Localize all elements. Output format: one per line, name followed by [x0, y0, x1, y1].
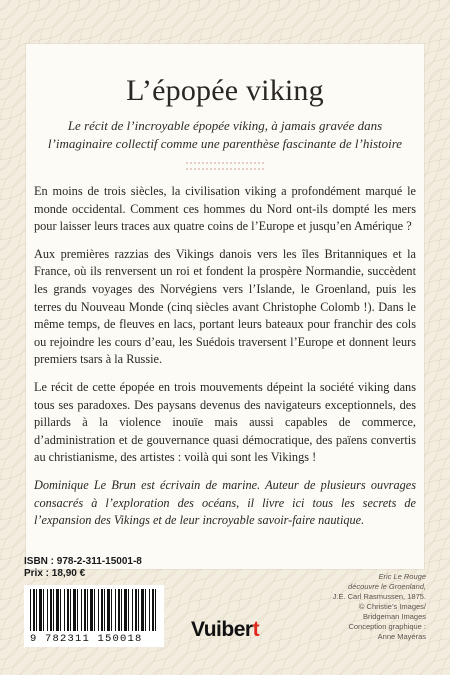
- credit-line: Conception graphique :: [348, 622, 426, 631]
- author-bio: Dominique Le Brun est écrivain de marine. Auteur de plusieurs ouvrages consacrés à l’exploration des océans, il livre ici tous les secrets de l’expansion des Vikings et de leur incroyable savoir-faire nautique.: [34, 477, 416, 528]
- paragraph: Aux premières razzias des Vikings danois vers les îles Britanniques et la France, où ils renversent un roi et fondent la prospère Normandie, succèdent les grands voyages des Norvégiens vers l’Islande, le Groenland, puis les terres du Nouveau Monde (cinq siècles avant Christophe Colomb !). Dans le même temps, de fleuves en lacs, portant leurs bateaux pour franchir des cols ou rejoindre les cours d’eau, les Suédois traversent l’Europe et donnent leurs premiers tsars à la Russie.: [34, 246, 416, 367]
- publisher-logo-accent: t: [252, 618, 260, 641]
- barcode-block: [24, 556, 184, 647]
- image-credits: [306, 572, 426, 642]
- price-label: Prix : 18,90 €: [24, 568, 86, 579]
- credit-caption: Eric Le Rouge: [378, 572, 426, 581]
- paragraph: Le récit de cette épopée en trois mouvements dépeint la société viking dans tous ses paradoxes. Des paysans devenus des navigateurs exceptionnels, des pillards à la violence inouïe mais aussi capables de commerce, d’administration et de gouvernance quasi démocratique, des païens convertis au christianisme, des artistes : voilà qui sont les Vikings !: [34, 379, 416, 465]
- barcode: [24, 585, 164, 647]
- paragraph: En moins de trois siècles, la civilisation viking a profondément marqué le monde occidental. Comment ces hommes du Nord ont-ils dompté les mers pour laisser leurs traces aux quatre coins de l’Europe et jusqu’en Amérique ?: [34, 184, 416, 234]
- isbn-label: ISBN : 978-2-311-15001-8: [24, 556, 142, 567]
- publisher-logo-main: Vuiber: [191, 618, 253, 641]
- credit-line: J.E. Carl Rasmussen, 1875.: [332, 592, 426, 601]
- barcode-bars: [30, 589, 158, 631]
- back-cover-text: [34, 183, 416, 540]
- credit-line: © Christie’s Images/: [358, 602, 426, 611]
- book-subtitle: Le récit de l’incroyable épopée viking, à jamais gravée dans l’imaginaire collectif comme une parenthèse fascinante de l’histoire: [47, 118, 403, 151]
- publisher-logo: [191, 618, 259, 642]
- decorative-divider: [186, 162, 264, 170]
- credit-caption: découvre le Groenland,: [348, 582, 426, 591]
- credit-line: Bridgeman Images: [363, 612, 426, 621]
- book-title: L’épopée viking: [126, 74, 324, 107]
- barcode-digits: 9 782311 150018: [30, 633, 143, 645]
- credit-line: Anne Mayéras: [377, 632, 426, 641]
